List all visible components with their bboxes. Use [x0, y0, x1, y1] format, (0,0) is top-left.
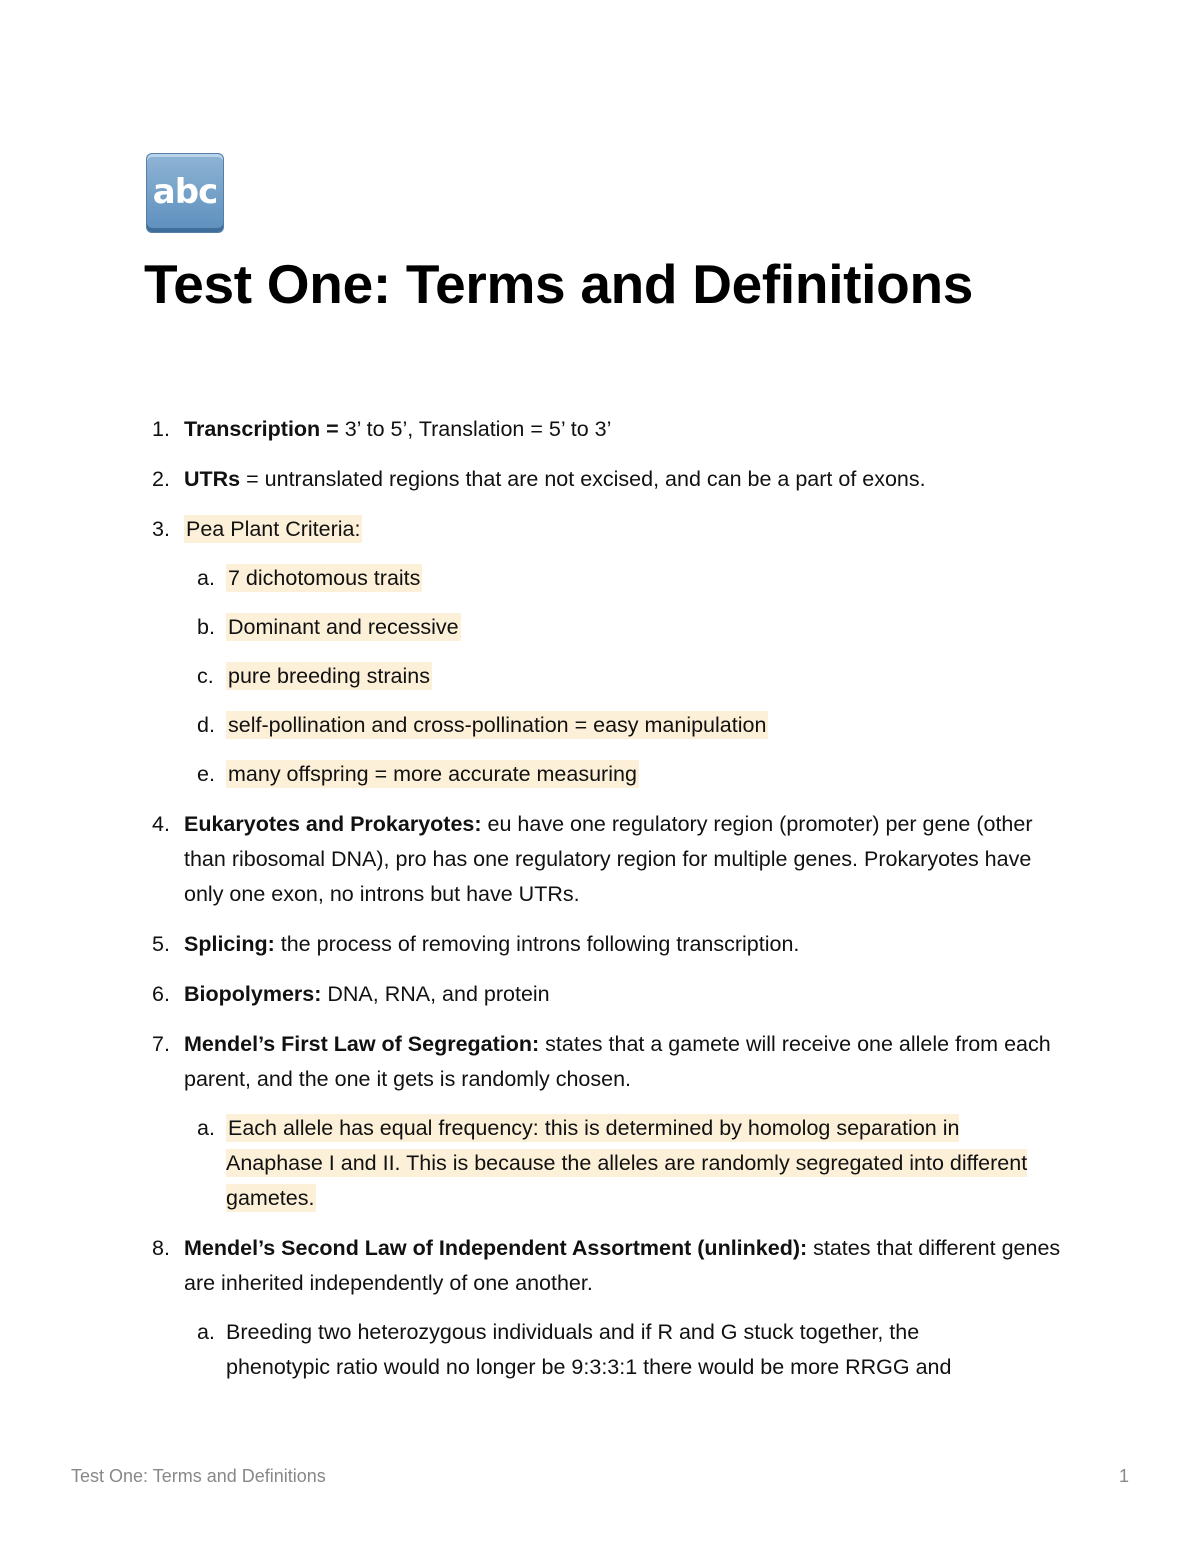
sub-item-3d: d. self-pollination and cross-pollination = easy manipulation [197, 713, 767, 737]
term: Eukaryotes and Prokaryotes: [184, 812, 482, 836]
page-number: 1 [1119, 1466, 1130, 1486]
list-item-1: 1. Transcription = 3’ to 5’, Translation = 5’ to 3’ [152, 417, 612, 441]
list-item-8: 8. Mendel’s Second Law of Independent Assortment (unlinked): states that different genes are inherited independently of one another. a. Breeding two heterozygous individuals and if R and G stuck together, the phenotypic ratio would no longer be 9:3:3:1 there would be more RRGG and [144, 1231, 1064, 1385]
term: Mendel’s First Law of Segregation: [184, 1032, 540, 1056]
sub-item-3a: a. 7 dichotomous traits [197, 566, 421, 590]
footer-title: Test One: Terms and Definitions [71, 1466, 326, 1486]
page-title: Test One: Terms and Definitions [144, 253, 974, 315]
list-item-2: 2. UTRs = untranslated regions that are not excised, and can be a part of exons. [152, 467, 926, 491]
term: Splicing: [184, 932, 275, 956]
highlighted-text: Pea Plant Criteria: [186, 517, 361, 541]
term: Mendel’s Second Law of Independent Assortment (unlinked): [184, 1236, 808, 1260]
term: Biopolymers: [184, 982, 322, 1006]
sub-item-7a: a. Each allele has equal frequency: this is determined by homolog separation in Anaphase I and II. This is because the alleles are randomly segregated into different gametes. [197, 1116, 1028, 1210]
sub-item-3b: b. Dominant and recessive [197, 615, 459, 639]
term: UTRs [184, 467, 241, 491]
list-item-5: 5. Splicing: the process of removing introns following transcription. [152, 932, 800, 956]
abc-icon: abc [146, 153, 224, 233]
definitions-list [144, 412, 1064, 1400]
list-item-3: 3. Pea Plant Criteria: a. 7 dichotomous traits b. Dominant and recessive c. pure breeding strains d. self-pollination and cross-pollination = easy manipulation e. many offspring = more accurate measuring [144, 512, 1064, 792]
sub-item-8a: a. Breeding two heterozygous individuals and if R and G stuck together, the phenotypic ratio would no longer be 9:3:3:1 there would be more RRGG and [197, 1320, 952, 1379]
list-item-7: 7. Mendel’s First Law of Segregation: states that a gamete will receive one allele from each parent, and the one it gets is randomly chosen. a. Each allele has equal frequency: this is determined by homolog separation in Anaphase I and II. This is because the alleles are randomly segregated into different gametes. [144, 1027, 1064, 1216]
sub-item-3e: e. many offspring = more accurate measuring [197, 762, 637, 786]
sub-item-3c: c. pure breeding strains [197, 664, 430, 688]
list-item-6: 6. Biopolymers: DNA, RNA, and protein [152, 982, 550, 1006]
list-item-4: 4. Eukaryotes and Prokaryotes: eu have one regulatory region (promoter) per gene (other than ribosomal DNA), pro has one regulatory region for multiple genes. Prokaryotes have only one exon, no introns but have UTRs. [152, 812, 1033, 906]
term: Transcription = [184, 417, 339, 441]
